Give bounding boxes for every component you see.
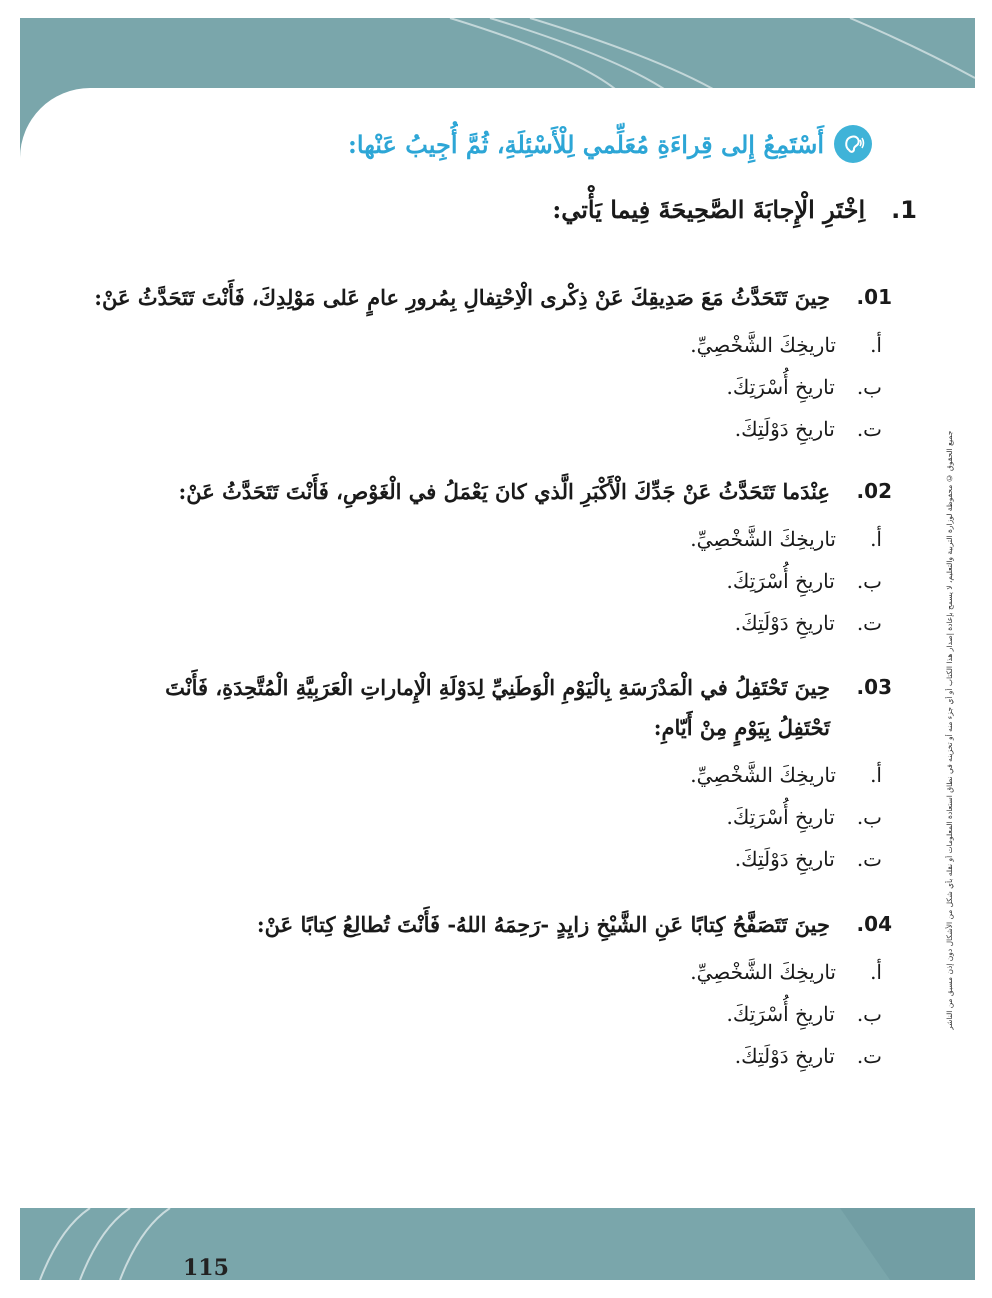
question-text: حِينَ تَتَصَفَّحُ كِتابًا عَنِ الشَّيْخِ زايِدٍ -رَحِمَهُ اللهُ- فَأَنْتَ تُطالِعُ كِتابًا عَنْ: (256, 912, 830, 937)
bottom-band (20, 1208, 975, 1280)
option-text: تاريخِ أُسْرَتِكَ. (726, 805, 835, 829)
option-c[interactable] (92, 1035, 882, 1077)
option-text: تاريخِكَ الشَّخْصِيِّ. (690, 333, 836, 357)
bottom-arcs (20, 1208, 975, 1280)
option-letter: ت. (856, 417, 882, 441)
instruction-text: أَسْتَمِعُ إِلى قِراءَةِ مُعَلِّمي لِلْأَسْئِلَةِ، ثُمَّ أُجِيبُ عَنْها: (348, 129, 824, 159)
option-c[interactable] (122, 838, 882, 880)
question-03 (122, 668, 892, 880)
option-letter: أ. (870, 333, 882, 357)
listening-instruction (348, 122, 872, 166)
option-b[interactable] (92, 993, 882, 1035)
option-letter: أ. (870, 763, 882, 787)
question-text: حِينَ تَحْتَفِلُ في الْمَدْرَسَةِ بِالْيَوْمِ الْوَطَنِيِّ لِدَوْلَةِ الْإِماراتِ الْعَرَبِيَّةِ الْمُتَّحِدَةِ، فَأَنْتَ تَحْتَفِلُ بِيَوْمٍ مِنْ أَيّامِ: (165, 675, 830, 740)
question-04 (92, 905, 892, 1077)
question-number: 03. (856, 675, 892, 699)
option-letter: أ. (870, 960, 882, 984)
option-a[interactable] (122, 754, 882, 796)
option-a[interactable] (92, 951, 882, 993)
option-text: تاريخِكَ الشَّخْصِيِّ. (690, 527, 836, 551)
option-a[interactable] (92, 324, 882, 366)
option-b[interactable] (92, 560, 882, 602)
option-b[interactable] (92, 366, 882, 408)
page-number: 115 (183, 1255, 229, 1281)
question-number: 02. (856, 479, 892, 503)
option-c[interactable] (92, 602, 882, 644)
option-text: تاريخِكَ الشَّخْصِيِّ. (690, 960, 836, 984)
option-text: تاريخِ دَوْلَتِكَ. (734, 611, 835, 635)
option-b[interactable] (122, 796, 882, 838)
main-question (552, 195, 917, 224)
copyright-notice: جميع الحقوق © محفوظة لوزارة التربية والتعليم، لا يسمح بإعادة إصدار هذا الكتاب أو أي جزء منه أو تخزينه في نطاق استعادة المعلومات أو نقله بأي شكل من الأشكال دون إذن مسبق من الناشر (945, 430, 954, 1030)
option-letter: ب. (856, 1002, 882, 1026)
main-question-number: 1. (891, 196, 917, 224)
option-letter: ت. (856, 847, 882, 871)
option-text: تاريخِ دَوْلَتِكَ. (734, 1044, 835, 1068)
option-text: تاريخِ دَوْلَتِكَ. (734, 417, 835, 441)
question-number: 04. (856, 912, 892, 936)
option-text: تاريخِ أُسْرَتِكَ. (726, 569, 835, 593)
question-text: عِنْدَما تَتَحَدَّثُ عَنْ جَدِّكَ الْأَكْبَرِ الَّذي كانَ يَعْمَلُ في الْغَوْصِ، فَأَنْتَ تَتَحَدَّثُ عَنْ: (178, 479, 830, 504)
option-letter: ت. (856, 1044, 882, 1068)
option-letter: ت. (856, 611, 882, 635)
option-letter: ب. (856, 375, 882, 399)
option-letter: أ. (870, 527, 882, 551)
option-text: تاريخِ أُسْرَتِكَ. (726, 1002, 835, 1026)
option-letter: ب. (856, 805, 882, 829)
option-text: تاريخِ دَوْلَتِكَ. (734, 847, 835, 871)
option-text: تاريخِ أُسْرَتِكَ. (726, 375, 835, 399)
main-question-text: اِخْتَرِ الْإِجابَةَ الصَّحِيحَةَ فِيما يَأْتي: (552, 195, 866, 224)
option-a[interactable] (92, 518, 882, 560)
question-02 (92, 472, 892, 644)
ear-listen-icon (834, 125, 872, 163)
question-number: 01. (856, 285, 892, 309)
option-c[interactable] (92, 408, 882, 450)
question-text: حِينَ تَتَحَدَّثُ مَعَ صَدِيقِكَ عَنْ ذِكْرى الْاِحْتِفالِ بِمُرورِ عامٍ عَلى مَوْلِدِكَ، فَأَنْتَ تَتَحَدَّثُ عَنْ: (94, 285, 830, 310)
question-01 (92, 278, 892, 450)
option-text: تاريخِكَ الشَّخْصِيِّ. (690, 763, 836, 787)
option-letter: ب. (856, 569, 882, 593)
